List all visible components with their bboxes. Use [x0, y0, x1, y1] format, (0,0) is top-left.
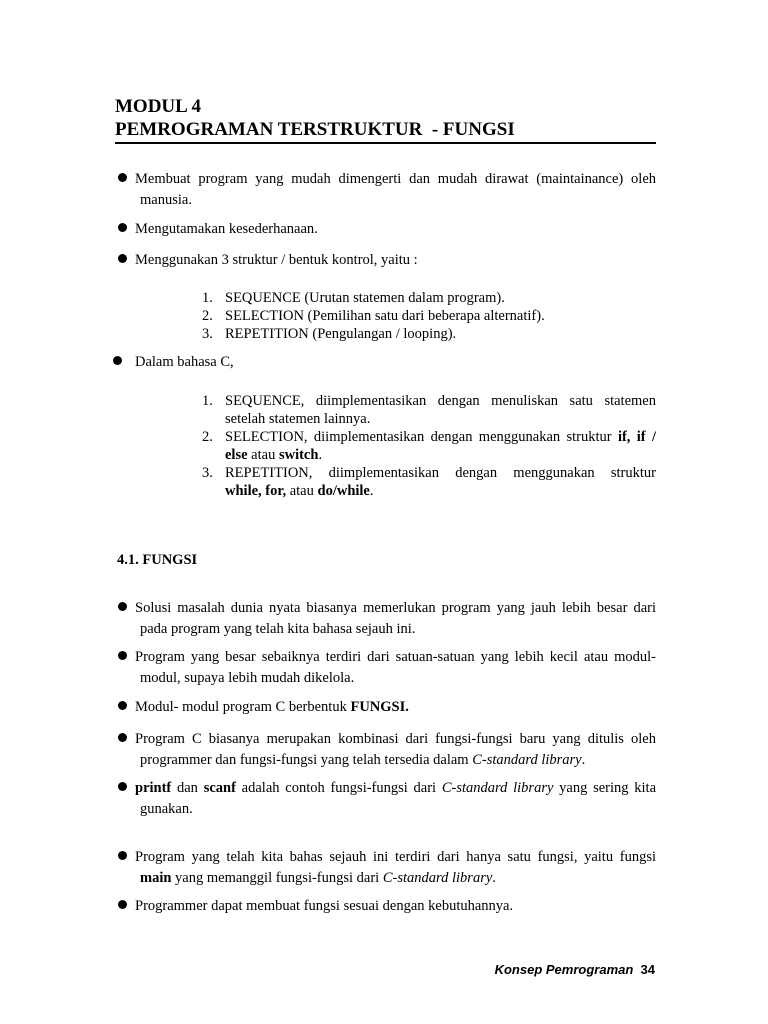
page-title — [115, 95, 656, 141]
control-list-item: 2. SELECTION (Pemilihan satu dari beberapa alternatif). — [202, 308, 545, 324]
c-list-item: 1. SEQUENCE, diimplementasikan dengan menuliskan satu statemen setelah statemen lainnya. — [202, 393, 656, 427]
bullet-item: Modul- modul program C berbentuk FUNGSI. — [135, 699, 409, 715]
footer-label: Konsep Pemrograman — [494, 962, 634, 977]
bullet-dot — [118, 851, 127, 860]
bullet-dot — [118, 173, 127, 182]
page-number: 34 — [640, 962, 655, 977]
bullet-item: Solusi masalah dunia nyata biasanya memerlukan program yang jauh lebih besar dari pada program yang telah kita bahasa sejauh ini. — [135, 600, 656, 637]
bullet-dot — [118, 782, 127, 791]
bullet-dot — [113, 356, 122, 365]
bullet-item: Mengutamakan kesederhanaan. — [135, 221, 318, 237]
title-line-2: PEMROGRAMAN TERSTRUKTUR - FUNGSI — [115, 119, 515, 140]
section-heading: 4.1. FUNGSI — [117, 552, 198, 568]
bullet-dot — [118, 254, 127, 263]
bullet-dot — [118, 701, 127, 710]
bullet-item: printf dan scanf adalah contoh fungsi-fungsi dari C-standard library yang sering kita gunakan. — [135, 780, 657, 817]
bullet-item: Dalam bahasa C, — [135, 354, 234, 370]
bullet-item: Program C biasanya merupakan kombinasi dari fungsi-fungsi baru yang ditulis oleh programmer dan fungsi-fungsi yang telah tersedia dalam C-standard library. — [135, 731, 656, 768]
bullet-item: Menggunakan 3 struktur / bentuk kontrol, yaitu : — [135, 252, 418, 268]
bullet-item: Program yang besar sebaiknya terdiri dari satuan-satuan yang lebih kecil atau modul- modul, supaya lebih mudah dikelola. — [135, 649, 656, 686]
c-list-item: 2. SELECTION, diimplementasikan dengan menggunakan struktur if, if / else atau switch. — [202, 429, 656, 463]
c-list-item: 3. REPETITION, diimplementasikan dengan menggunakan struktur while, for, atau do/while. — [202, 465, 656, 499]
bullet-item: Program yang telah kita bahas sejauh ini terdiri dari hanya satu fungsi, yaitu fungsi main yang memanggil fungsi-fungsi dari C-standard library. — [135, 849, 656, 886]
bullet-item: Programmer dapat membuat fungsi sesuai dengan kebutuhannya. — [135, 898, 514, 914]
bullet-dot — [118, 223, 127, 232]
bullet-item: Membuat program yang mudah dimengerti dan mudah dirawat (maintainance) oleh manusia. — [135, 171, 656, 208]
title-rule — [115, 142, 656, 144]
bullet-dot — [118, 602, 127, 611]
bullet-dot — [118, 900, 127, 909]
control-list-item: 1. SEQUENCE (Urutan statemen dalam program). — [202, 290, 505, 306]
bullet-dot — [118, 651, 127, 660]
title-line-1: MODUL 4 — [115, 96, 202, 117]
control-list-item: 3. REPETITION (Pengulangan / looping). — [202, 326, 457, 342]
bullet-dot — [118, 733, 127, 742]
page-footer — [495, 962, 655, 977]
